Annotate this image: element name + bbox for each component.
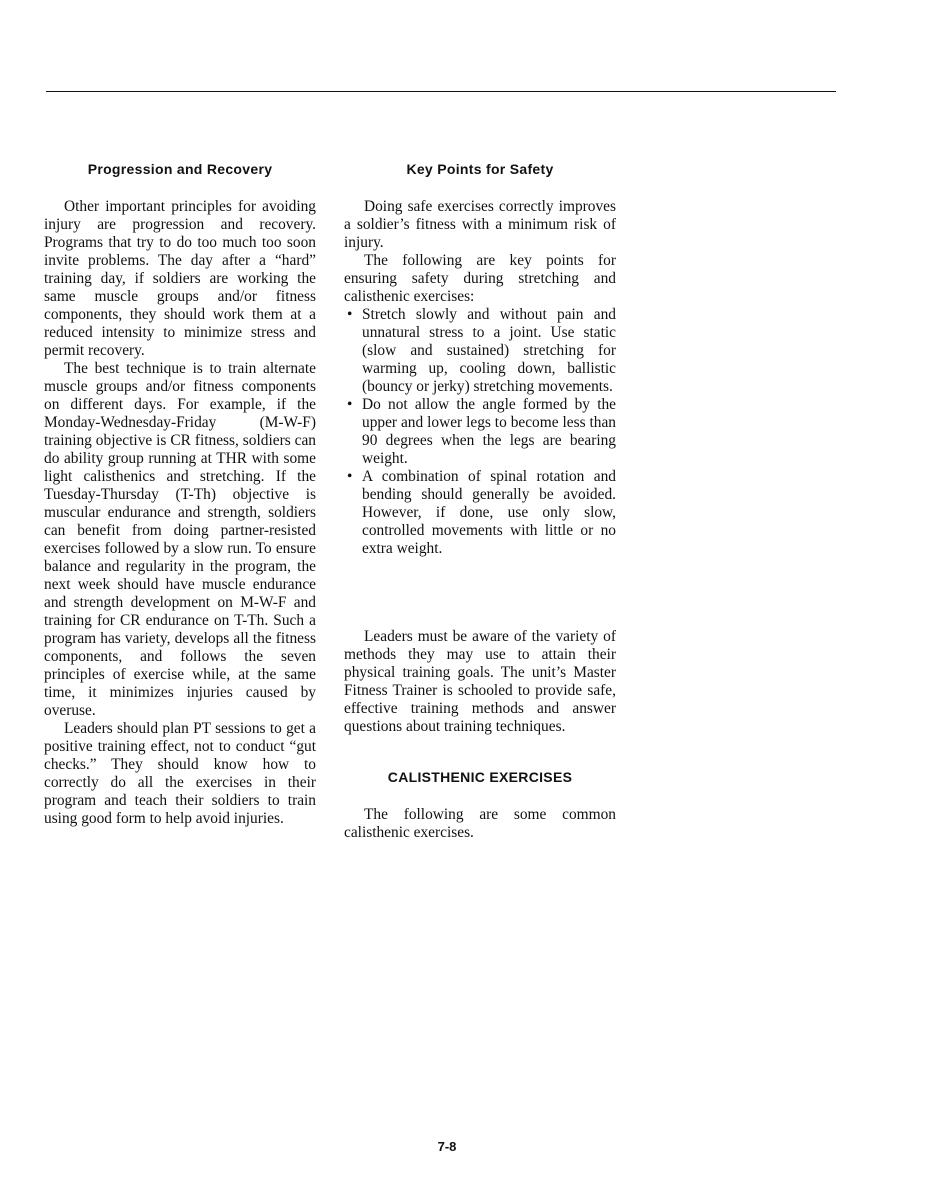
progression-paragraph: Other important principles for avoiding injury are progression and recovery. Programs that try to do too much too soon invite problems. The day after a “hard” training day, if soldiers are working the same muscle groups and/or fitness components, they should work them at a reduced intensity to minimize stress and permit recovery. <box>44 198 316 359</box>
top-rule <box>46 91 836 92</box>
safety-heading: Key Points for Safety <box>406 161 554 177</box>
safety-bullet-list <box>344 306 616 558</box>
safety-lead-in-paragraph: The following are key points for ensuring safety during stretching and calisthenic exercises: <box>344 252 616 305</box>
leaders-plan-paragraph: Leaders should plan PT sessions to get a positive training effect, not to conduct “gut checks.” They should know how to correctly do all the exercises in their program and teach their soldiers to train using good form to help avoid injuries. <box>44 720 316 827</box>
leaders-aware-paragraph: Leaders must be aware of the variety of methods they may use to attain their physical training goals. The unit’s Master Fitness Trainer is schooled to provide safe, effective training methods and answer questions about training techniques. <box>344 628 616 735</box>
calisthenic-intro-paragraph: The following are some common calisthenic exercises. <box>344 806 616 841</box>
safety-bullet-item: • A combination of spinal rotation and bending should generally be avoided. However, if done, use only slow, controlled movements with little or no extra weight. <box>344 468 616 558</box>
safety-bullet-item: • Stretch slowly and without pain and unnatural stress to a joint. Use static (slow and sustained) stretching for warming up, cooling down, ballistic (bouncy or jerky) stretching movements. <box>344 306 616 396</box>
safety-intro-paragraph: Doing safe exercises correctly improves a soldier’s fitness with a minimum risk of injury. <box>344 198 616 251</box>
safety-bullet-item: • Do not allow the angle formed by the upper and lower legs to become less than 90 degrees when the legs are bearing weight. <box>344 396 616 468</box>
right-column <box>344 160 616 842</box>
left-column <box>44 160 316 828</box>
page-number: 7-8 <box>437 1139 457 1154</box>
technique-paragraph: The best technique is to train alternate muscle groups and/or fitness components on different days. For example, if the Monday-Wednesday-Friday (M-W-F) training objective is CR fitness, soldiers can do ability group running at THR with some light calisthenics and stretching. If the Tuesday-Thursday (T-Th) objective is muscular endurance and strength, soldiers can benefit from doing partner-resisted exercises followed by a slow run. To ensure balance and regularity in the program, the next week should have muscle endurance and strength development on M-W-F and training for CR endurance on T-Th. Such a program has variety, develops all the fitness components, and follows the seven principles of exercise while, at the same time, it minimizes injuries caused by overuse. <box>44 360 316 719</box>
calisthenic-heading: CALISTHENIC EXERCISES <box>387 769 573 785</box>
progression-heading: Progression and Recovery <box>87 161 273 177</box>
